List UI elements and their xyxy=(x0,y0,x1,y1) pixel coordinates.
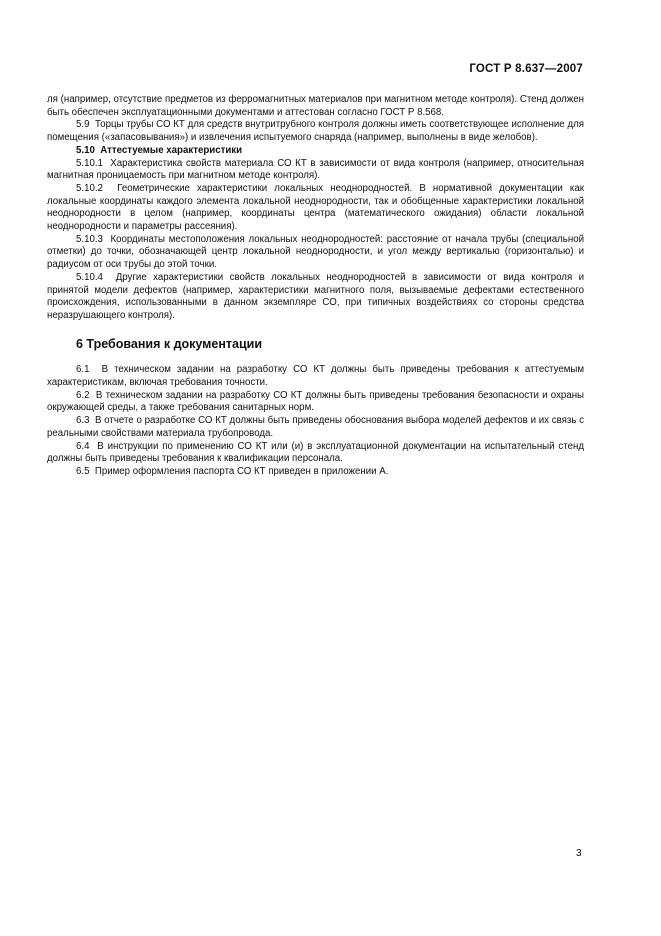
clause-number: 6.3 xyxy=(76,415,90,427)
paragraph-text: Другие характеристики свойств локальных неоднородностей в зависимости от вида контроля и принятой модели дефектов (например, характеристики магнитного поля, вызываемые дефектами естественного происхождения, использованными в данном экземпляре СО, при типичных воздействиях со стороны средства неразрушающего контроля). xyxy=(47,271,585,321)
paragraph-text: В отчете о разработке СО КТ должны быть приведены обоснования выбора моделей дефектов и их связь с реальными свойствами материала трубопровода. xyxy=(47,415,584,439)
clause-number: 5.10.4 xyxy=(76,271,103,283)
section-title: 6 Требования к документации xyxy=(76,336,263,351)
paragraph-text: В техническом задании на разработку СО КТ должны быть приведены требования безопасности и охраны окружающей среды, а также требования санитарных норм. xyxy=(47,389,585,414)
paragraphs-section-6 xyxy=(47,364,584,478)
page-body xyxy=(47,94,584,479)
paragraphs-before xyxy=(47,94,584,145)
clause-number: 6.1 xyxy=(76,364,90,376)
clause-number: 5.10.2 xyxy=(76,182,103,194)
paragraph xyxy=(47,390,584,415)
paragraph xyxy=(47,364,584,389)
paragraph-text: Пример оформления паспорта СО КТ приведен в приложении А. xyxy=(94,465,389,477)
paragraph-text: ля (например, отсутствие предметов из ферромагнитных материалов при магнитном методе контроля). Стенд должен быть обеспечен эксплуатационными документами и аттестован согласно ГОСТ Р 8.568. xyxy=(47,94,584,118)
paragraph xyxy=(47,183,584,234)
clause-number: 5.9 xyxy=(76,119,90,131)
paragraph-text: В инструкции по применению СО КТ или (и) в эксплуатационной документации на испытательный стенд должны быть приведены требования к квалификации персонала. xyxy=(47,440,584,465)
paragraphs-510 xyxy=(47,158,584,323)
document-code: ГОСТ Р 8.637—2007 xyxy=(469,63,583,75)
paragraph xyxy=(47,466,584,479)
page-number: 3 xyxy=(576,848,582,859)
paragraph-text: В техническом задании на разработку СО КТ должны быть приведены требования к аттестуемым характеристикам, включая требования точности. xyxy=(47,364,584,389)
paragraph xyxy=(47,415,584,440)
paragraph-text: Координаты местоположения локальных неоднородностей: расстояние от начала трубы (специальной отметки) до точки, обозначающей центр локальной неоднородности, и угол между вертикалью (горизонталью) и радиусом от оси трубы до этой точки. xyxy=(47,233,585,271)
clause-number: 6.5 xyxy=(76,465,90,477)
paragraph xyxy=(47,272,584,323)
paragraph-text: Геометрические характеристики локальных неоднородностей. В нормативной документации как локальные координаты каждого элемента локальной неоднородности, так и обобщенные характеристики локальной неоднородности в целом (например, координаты центра (математического ожидания) области локальной неоднородности и параметры рассеяния). xyxy=(47,182,584,233)
paragraph xyxy=(47,234,584,272)
clause-number: 6.4 xyxy=(76,440,90,452)
clause-number: 5.10.1 xyxy=(76,157,103,169)
paragraph xyxy=(47,441,584,466)
subsection-heading xyxy=(47,145,584,158)
subsection-number: 5.10 xyxy=(76,144,95,156)
paragraph-text: Торцы трубы СО КТ для средств внутритрубного контроля должны иметь соответствующее исполнение для помещения («запасовывания») и извлечения испытуемого снаряда (например, выполнены в виде желобов). xyxy=(47,119,584,144)
paragraph xyxy=(47,158,584,183)
paragraph xyxy=(47,119,584,144)
paragraph xyxy=(47,94,584,119)
paragraph-text: Характеристика свойств материала СО КТ в зависимости от вида контроля (например, относительная магнитная проницаемость при магнитном методе контроля). xyxy=(47,157,584,182)
clause-number: 5.10.3 xyxy=(76,233,103,245)
clause-number: 6.2 xyxy=(76,389,90,401)
subsection-title: Аттестуемые характеристики xyxy=(100,144,243,156)
